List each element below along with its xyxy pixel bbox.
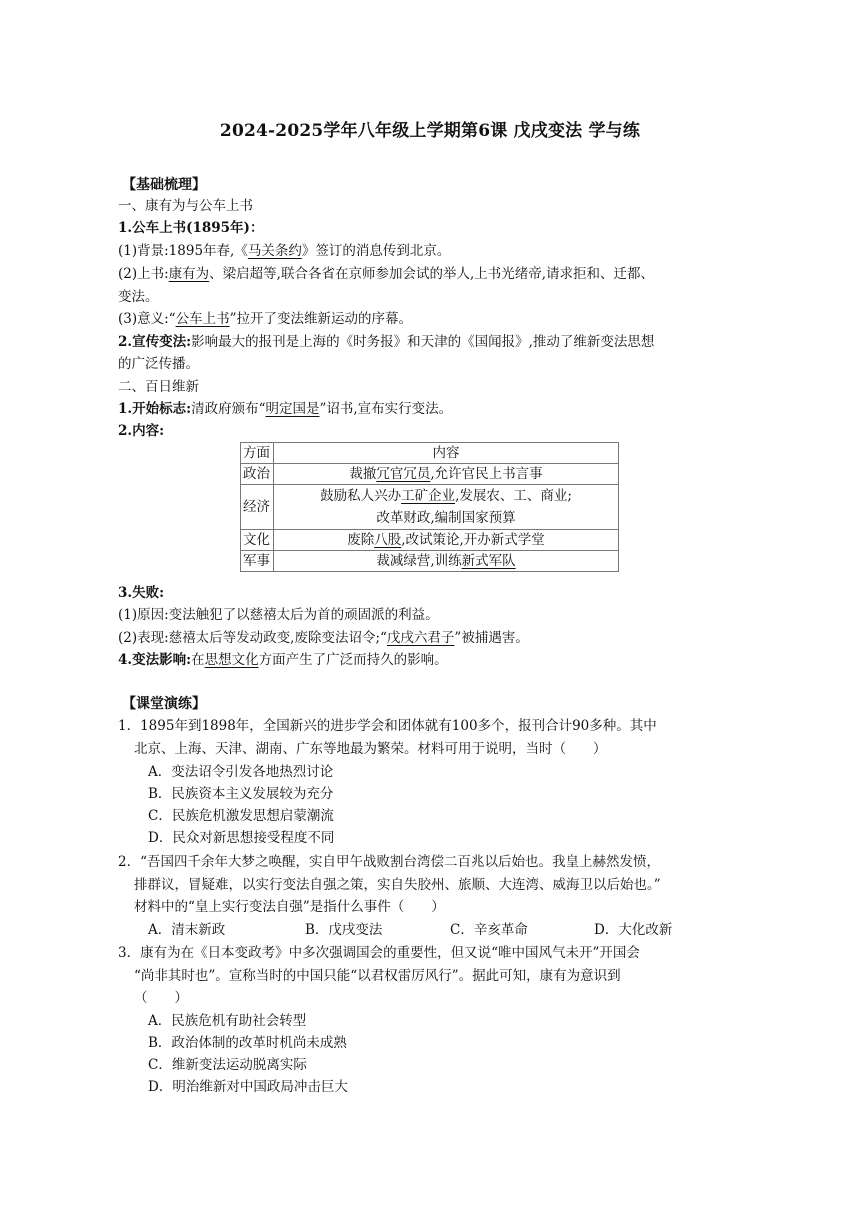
page-title: 2024-2025学年八年级上学期第6课 戊戌变法 学与练 [219, 121, 641, 141]
text: 鼓励私人兴办 [320, 488, 402, 504]
table-cell-aspect: 文化 [241, 530, 274, 551]
underlined-answer: 公车上书 [175, 311, 230, 327]
question-2-option-b[interactable]: B．戊戌变法 [305, 922, 383, 938]
item-label: 1.开始标志: [118, 401, 192, 417]
question-2-option-c[interactable]: C．辛亥革命 [450, 922, 528, 938]
propaganda-line-cont: 的广泛传播。 [118, 356, 199, 372]
underlined-answer: 新式军队 [461, 553, 516, 569]
text: (2)表现:慈禧太后等发动政变,废除变法诏令;“ [118, 630, 387, 646]
table-row [241, 551, 619, 572]
failure-reason: (1)原因:变法触犯了以慈禧太后为首的顽固派的利益。 [118, 607, 439, 623]
petition-background [118, 242, 450, 260]
question-1-option-a[interactable]: A．变法诏令引发各地热烈讨论 [148, 764, 334, 780]
text: ,发展农、工、商业; [455, 488, 572, 504]
question-3-text-cont: （ ） [134, 990, 188, 1006]
underlined-answer: 马关条约 [247, 243, 302, 259]
text: 》签订的消息传到北京。 [301, 243, 451, 259]
table-cell-aspect: 经济 [241, 485, 274, 530]
underlined-answer: 明定国是 [265, 401, 320, 417]
section-heading-basics: 【基础梳理】 [122, 177, 206, 193]
underlined-answer: 八股 [374, 532, 402, 548]
petition-significance [118, 310, 412, 328]
question-3-option-d[interactable]: D．明治维新对中国政局冲击巨大 [148, 1079, 348, 1095]
text: 裁撤 [349, 466, 377, 482]
reform-start-line [118, 400, 452, 418]
part-heading-2: 二、百日维新 [118, 379, 199, 395]
question-1-option-d[interactable]: D．民众对新思想接受程度不同 [148, 830, 335, 846]
table-header-row [241, 443, 619, 464]
text: 、梁启超等,联合各省在京师参加会试的举人,上书光绪帝,请求拒和、迁都、 [209, 266, 655, 282]
item-label-failure: 3.失败: [118, 585, 165, 601]
table-header-content: 内容 [274, 443, 619, 464]
table-cell-content [274, 485, 619, 530]
propaganda-line [118, 333, 654, 351]
question-2-option-d[interactable]: D．大化改新 [594, 922, 673, 938]
item-label-petition: 1.公车上书(1895年)： [118, 220, 264, 236]
text: 裁减绿营,训练 [376, 553, 462, 569]
question-3-option-b[interactable]: B．政治体制的改革时机尚未成熟 [148, 1035, 347, 1051]
failure-manifestation [118, 629, 529, 647]
question-3-option-c[interactable]: C．维新变法运动脱离实际 [148, 1057, 307, 1073]
text: ,允许官民上书言事 [430, 466, 543, 482]
underlined-answer: 冗官冗员 [376, 466, 431, 482]
text: ”拉开了变法维新运动的序幕。 [229, 311, 412, 327]
question-1-option-b[interactable]: B．民族资本主义发展较为充分 [148, 786, 334, 802]
item-label-content: 2.内容: [118, 423, 165, 439]
table-row [241, 464, 619, 485]
underlined-answer: 戊戌六君子 [386, 630, 455, 646]
text: 废除 [347, 532, 375, 548]
text: (3)意义:“ [118, 311, 176, 327]
reform-content-table [240, 442, 619, 572]
question-3-text: 3．康有为在《日本变政考》中多次强调国会的重要性，但又说“唯中国风气未开”开国会 [118, 945, 640, 961]
table-cell-content [274, 464, 619, 485]
text: 改革财政,编制国家预算 [376, 510, 516, 526]
question-2-text-cont: 材料中的“皇上实行变法自强”是指什么事件（ ） [134, 899, 445, 915]
table-cell-content [274, 551, 619, 572]
underlined-answer: 工矿企业 [401, 488, 456, 504]
text: ”诏书,宣布实行变法。 [319, 401, 453, 417]
question-1-text: 1．1895年到1898年，全国新兴的进步学会和团体就有100多个，报刊合计90多种。其中 [118, 718, 657, 734]
question-1-text-cont: 北京、上海、天津、湖南、广东等地最为繁荣。材料可用于说明，当时（ ） [134, 741, 607, 757]
table-header-aspect: 方面 [241, 443, 274, 464]
question-2-text-cont: 排群议，冒疑难，以实行变法自强之策，实自失胶州、旅顺、大连湾、威海卫以后始也。” [134, 877, 661, 893]
question-3-option-a[interactable]: A．民族危机有助社会转型 [148, 1013, 307, 1029]
text: 影响最大的报刊是上海的《时务报》和天津的《国闻报》,推动了维新变法思想 [191, 334, 655, 350]
part-heading-1: 一、康有为与公车上书 [118, 198, 253, 214]
table-cell-aspect: 政治 [241, 464, 274, 485]
text: 方面产生了广泛而持久的影响。 [258, 652, 448, 668]
item-label: 4.变法影响: [118, 652, 192, 668]
table-cell-content [274, 530, 619, 551]
petition-submission-cont: 变法。 [118, 289, 159, 305]
question-3-text-cont: “尚非其时也”。宣称当时的中国只能“以君权雷厉风行”。据此可知，康有为意识到 [134, 968, 621, 984]
text: 清政府颁布“ [191, 401, 266, 417]
question-1-option-c[interactable]: C．民族危机激发思想启蒙潮流 [148, 808, 334, 824]
text: ”被捕遇害。 [454, 630, 529, 646]
question-2-text: 2．“吾国四千余年大梦之唤醒，实自甲午战败割台湾偿二百兆以后始也。我皇上赫然发愤， [118, 854, 660, 870]
petition-submission [118, 265, 654, 283]
table-cell-aspect: 军事 [241, 551, 274, 572]
text: ,改试策论,开办新式学堂 [401, 532, 545, 548]
reform-influence [118, 651, 448, 669]
text: 在 [191, 652, 205, 668]
section-heading-practice: 【课堂演练】 [122, 696, 206, 712]
question-2-option-a[interactable]: A．清末新政 [148, 922, 226, 938]
underlined-answer: 康有为 [168, 266, 210, 282]
item-label: 2.宣传变法: [118, 334, 192, 350]
underlined-answer: 思想文化 [204, 652, 259, 668]
text: (1)背景:1895年春,《 [118, 243, 248, 259]
text: (2)上书: [118, 266, 169, 282]
table-row [241, 530, 619, 551]
table-row [241, 485, 619, 530]
